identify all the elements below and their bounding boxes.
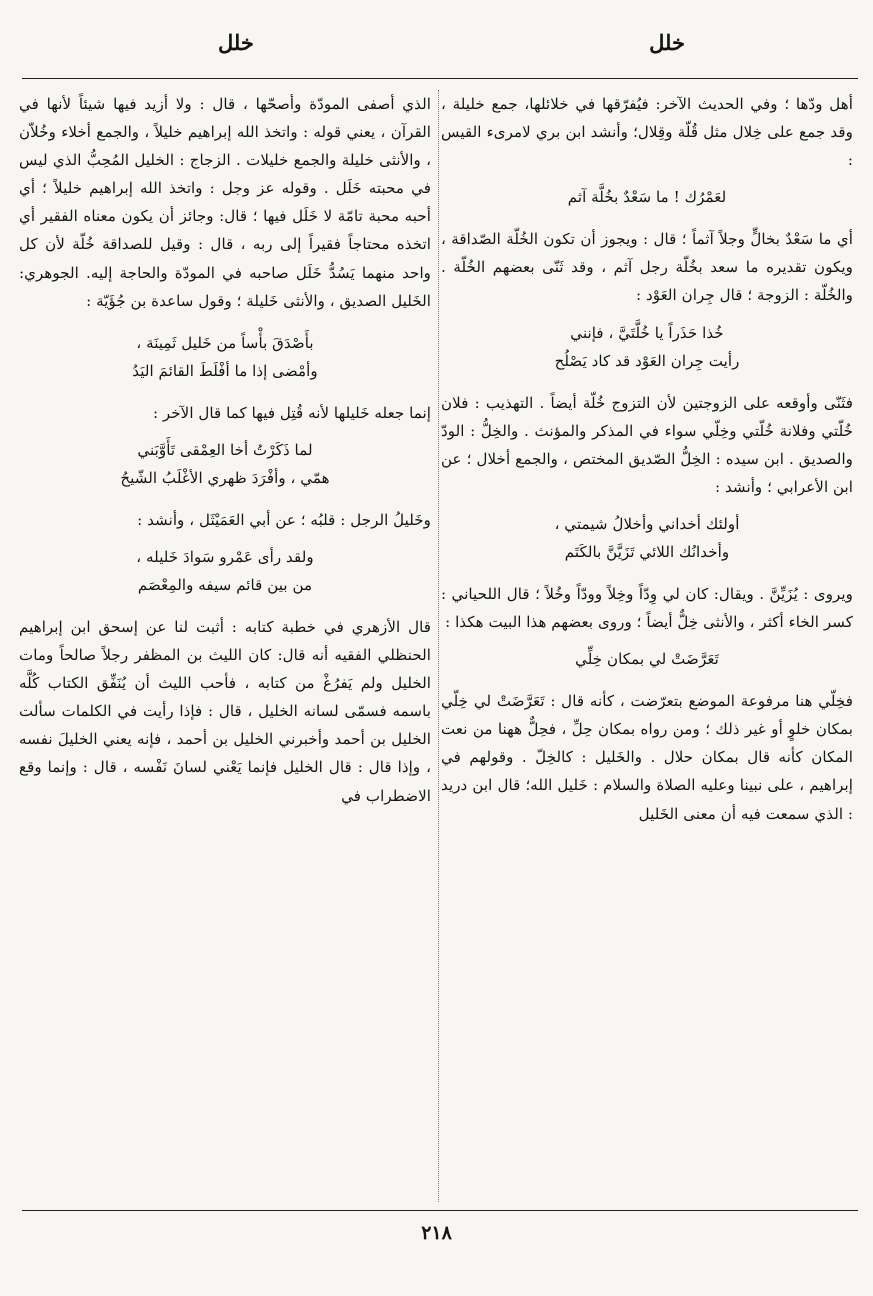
right-paragraph-2: أي ما سَعْدٌ بخالٍّ وجلاً آثماً ؛ قال : ويجوز أن تكون الخُلّة الصّداقة ، ويكون تقديره ما سعد بخُلّة رجل آثم ، وقد ثَنّى بعضهم الخُلّة . والخُلّة : الزوجة ؛ قال جِران العَوْد : bbox=[441, 230, 853, 305]
right-column bbox=[441, 90, 853, 828]
footer-rule bbox=[22, 1210, 858, 1211]
header-rule bbox=[22, 78, 858, 79]
verse-line: وأخدانُك اللائي تَزَيَّنَّ بالكَتَم bbox=[564, 542, 730, 561]
left-verse-2 bbox=[19, 436, 431, 492]
verse-line: تَعَرَّضَتْ لي بمكان خِلِّي bbox=[575, 650, 719, 669]
right-verse-1 bbox=[441, 183, 853, 211]
verse-line: من بين قائم سيفه والمِعْصَم bbox=[137, 575, 313, 594]
right-paragraph-5: فخِلّي هنا مرفوعة الموضع بتعرّضت ، كأنه قال : تَعَرَّضَتْ لي خِلّي بمكان خلوٍ أو غير ذلك ؛ ومن رواه بمكان حِلِّ ، فحِلٌّ ههنا من نعت المكان كأنه قال بمكان حلال . والخَليل : كالخِلّ . وقولهم في إبراهيم ، على نبينا وعليه الصلاة والسلام : خَليل الله؛ قال ابن دريد : الذي سمعت فيه أن معنى الخَليل bbox=[441, 692, 853, 823]
left-paragraph-4: قال الأزهري في خطبة كتابه : أثبت لنا عن إسحق ابن إبراهيم الحنظلي الفقيه أنه قال: كان الليث بن المظفر رجلاً صالحاً ومات الخليل ولم يَفرُغْ من كتابه ، فأحب الليث أن يُنَفِّق الكتاب كُلَّه باسمه فسمّى لسانه الخليل ، قال : فإذا رأيت في الكلمات سألت الخليل بن أحمد وأخبرني الخليل بن أحمد ، فإنه يعني الخليلَ نفسه ، وإذا قال : قال الخليل فإنما يَعْني لسانَ نَفْسه ، قال : وإنما وقع الاضطراب في bbox=[19, 617, 431, 805]
left-paragraph-1: الذي أصفى المودّة وأصحّها ، قال : ولا أزيد فيها شيئاً لأنها في القرآن ، يعني قوله : واتخذ الله إبراهيم خليلاً ، والجمع أخلاء وخُلاّن ، والأنثى خليلة والجمع خليلات . الزجاج : الخليل المُحِبُّ الذي ليس في محبته خَلَل . وقوله عز وجل : واتخذ الله إبراهيم خليلاً ؛ أي أحبه محبة تامّة لا خَلَل فيها ؛ قال: وجائز أن يكون معناه الفقير أي اتخذه محتاجاً فقيراً إلى ربه ، قال : وقيل للصداقة خُلّة لأن كل واحد منهما يَسُدُّ خَلَل صاحبه في المودّة والحاجة إليه. الجوهري: الخَليل الصديق ، والأنثى خَليلة ؛ وقول ساعدة بن جُؤَيّة : bbox=[19, 95, 431, 310]
verse-line: رأيت جِران العَوْد قد كاد يَصْلُح bbox=[554, 351, 740, 370]
right-paragraph-1: أهل ودّها ؛ وفي الحديث الآخر: فيُفرّقها في خلائلها، جمع خليلة ، وقد جمع على خِلال مثل قُلّة وقِلال؛ وأنشد ابن بري لامرىء القيس : bbox=[441, 95, 853, 170]
left-verse-3 bbox=[19, 543, 431, 599]
left-verse-1 bbox=[19, 329, 431, 385]
right-paragraph-4: ويروى : يُزَيِّنَّ . ويقال: كان لي وِدّاً وخِلاً وودّاً وخُلاً ؛ قال اللحياني : كسر الخاء أكثر ، والأنثى خِلٌّ أيضاً ؛ وروى بعضهم هذا البيت هكذا : bbox=[441, 584, 853, 632]
right-verse-4 bbox=[441, 645, 853, 673]
left-paragraph-2: إنما جعله خَليلها لأنه قُتِل فيها كما قال الآخر : bbox=[152, 403, 431, 422]
verse-line: لما ذَكَرْتُ أخا العِمْقى تَأَوَّبَني bbox=[137, 440, 313, 459]
left-column bbox=[19, 90, 431, 810]
verse-line: ولقد رأى عَمْرو سَوادَ خَليله ، bbox=[136, 547, 314, 566]
left-running-header: خلل bbox=[218, 30, 254, 55]
right-verse-3 bbox=[441, 510, 853, 566]
column-divider bbox=[438, 90, 439, 1202]
right-running-header: خلل bbox=[649, 30, 685, 55]
right-paragraph-3: فثَنّى وأوقعه على الزوجتين لأن التزوج خُلّة أيضاً . التهذيب : فلان خُلّتي وفلانة خُلّتي وخِلّي سواء في المذكر والمؤنث . والخِلُّ : الودّ والصديق . ابن سيده : الخِلُّ الصّديق المختص ، والجمع أخلال ؛ عن ابن الأعرابي ؛ وأنشد : bbox=[441, 393, 853, 496]
verse-line: وأمْضى إذا ما أفْلَطَ القائمَ اليَدُ bbox=[132, 361, 318, 380]
page-number: ٢١٨ bbox=[421, 1222, 452, 1244]
verse-line: بأَصْدَقَ بأْساً من خَليل ثَمِينَة ، bbox=[136, 333, 314, 352]
verse-line: أولئك أخداني وأخلالُ شيمتي ، bbox=[554, 514, 740, 533]
right-verse-2 bbox=[441, 319, 853, 375]
verse-line: خُذا حَذَراً يا خُلَّتَيَّ ، فإنني bbox=[570, 323, 724, 342]
verse-line: همّي ، وأفْرَدَ ظهري الأغْلَبُ الشّيحُ bbox=[120, 468, 330, 487]
verse-line: لعَمْرُك ! ما سَعْدٌ بخُلَّة آثم bbox=[567, 188, 727, 207]
left-paragraph-3: وخَليلُ الرجل : قلبُه ؛ عن أبي العَمَيْثَل ، وأنشد : bbox=[137, 510, 431, 529]
